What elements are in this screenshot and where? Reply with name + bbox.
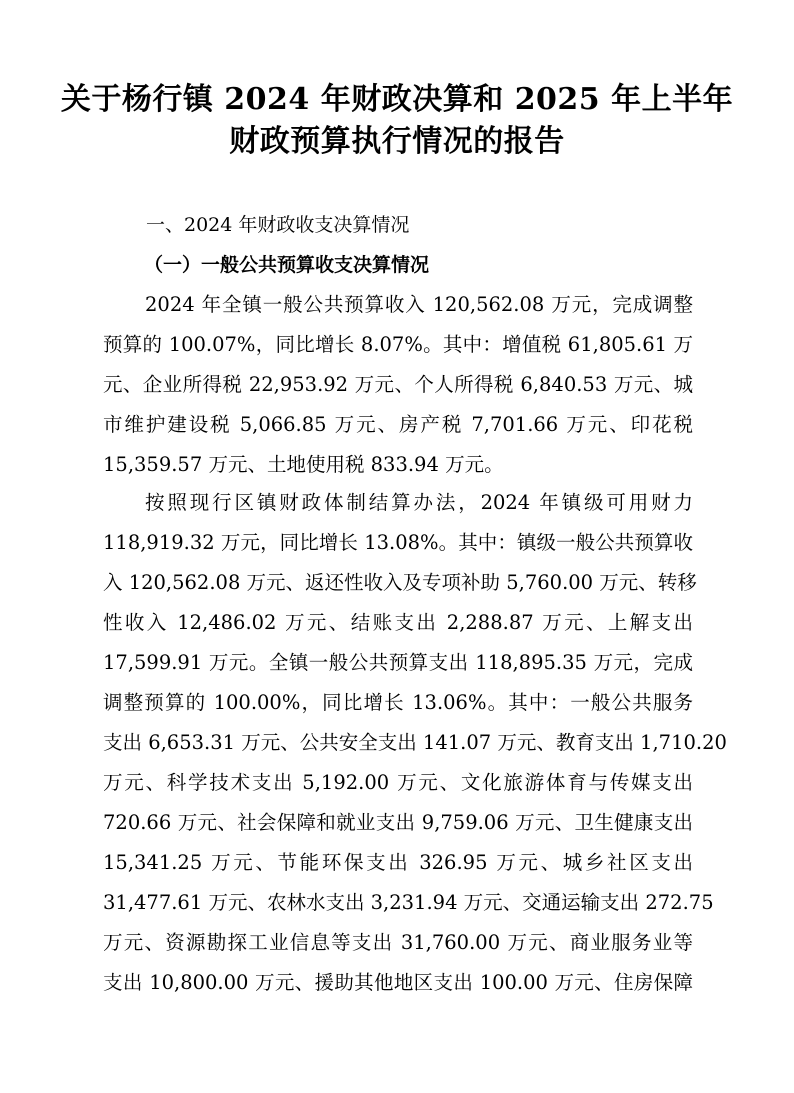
paragraph-line: 118,919.32 万元，同比增长 13.08%。其中：镇级一般公共预算收 <box>103 531 693 554</box>
document-title-line-2: 财政预算执行情况的报告 <box>229 124 565 159</box>
paragraph-line: 万元、资源勘探工业信息等支出 31,760.00 万元、商业服务业等 <box>103 931 693 954</box>
paragraph-line: 31,477.61 万元、农林水支出 3,231.94 万元、交通运输支出 272.75 <box>103 891 714 914</box>
paragraph-line: 按照现行区镇财政体制结算办法，2024 年镇级可用财力 <box>145 491 693 514</box>
paragraph-line: 2024 年全镇一般公共预算收入 120,562.08 万元，完成调整 <box>145 293 693 316</box>
paragraph-line: 入 120,562.08 万元、返还性收入及专项补助 5,760.00 万元、转移 <box>103 571 697 594</box>
paragraph-line: 元、企业所得税 22,953.92 万元、个人所得税 6,840.53 万元、城 <box>103 373 693 396</box>
paragraph-line: 15,341.25 万元、节能环保支出 326.95 万元、城乡社区支出 <box>103 851 693 874</box>
subsection-heading-1: （一）一般公共预算收支决算情况 <box>144 254 430 276</box>
paragraph-line: 15,359.57 万元、土地使用税 833.94 万元。 <box>103 453 504 476</box>
paragraph-line: 支出 10,800.00 万元、援助其他地区支出 100.00 万元、住房保障 <box>103 971 693 994</box>
paragraph-line: 市维护建设税 5,066.85 万元、房产税 7,701.66 万元、印花税 <box>103 413 693 436</box>
paragraph-line: 720.66 万元、社会保障和就业支出 9,759.06 万元、卫生健康支出 <box>103 811 693 834</box>
document-title-line-1: 关于杨行镇 2024 年财政决算和 2025 年上半年 <box>60 82 734 117</box>
paragraph-line: 17,599.91 万元。全镇一般公共预算支出 118,895.35 万元，完成 <box>103 651 693 674</box>
paragraph-line: 性收入 12,486.02 万元、结账支出 2,288.87 万元、上解支出 <box>103 611 693 634</box>
paragraph-line: 万元、科学技术支出 5,192.00 万元、文化旅游体育与传媒支出 <box>103 771 693 794</box>
section-heading-1: 一、2024 年财政收支决算情况 <box>146 214 410 236</box>
paragraph-line: 预算的 100.07%，同比增长 8.07%。其中：增值税 61,805.61 万 <box>103 333 693 356</box>
paragraph-line: 支出 6,653.31 万元、公共安全支出 141.07 万元、教育支出 1,710.20 <box>103 731 727 754</box>
paragraph-line: 调整预算的 100.00%，同比增长 13.06%。其中：一般公共服务 <box>103 691 693 714</box>
